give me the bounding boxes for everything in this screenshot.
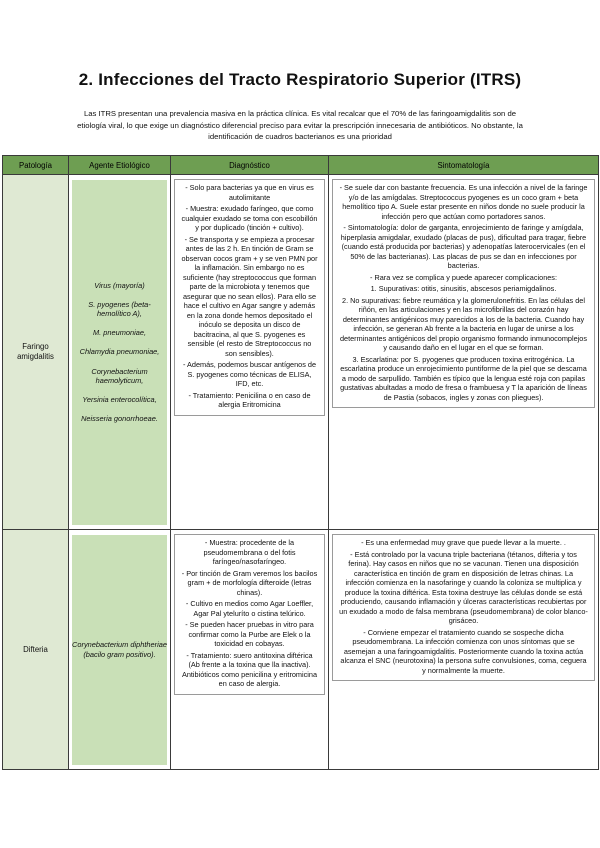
page-title: 2. Infecciones del Tracto Respiratorio Superior (ITRS) bbox=[78, 70, 522, 89]
diagnosis-item: - Muestra: procedente de la pseudomembrana o del fotis faríngeo/nasofaríngeo. bbox=[203, 538, 296, 566]
symptom-item: - Sintomatología: dolor de garganta, enrojecimiento de faringe y amígdala, hiperplasia amigdalar, exudado (placas de pus), dificultad para tragar, fiebre (cuando está producida por bacterias) y adenopatías laterocervicales (en el 50% de las bacterianas). Las placas de pus se dan en infecciones por bacterias. bbox=[340, 223, 587, 270]
diagnosis-item: - Muestra: exudado faríngeo, que como cualquier exudado se toma con escobillón y por duplicado (tinción + cultivo). bbox=[181, 204, 318, 232]
agent-list bbox=[72, 535, 167, 765]
symptom-item: 3. Escarlatina: por S. pyogenes que producen toxina eritrogénica. La escarlatina produce un enrojecimiento puntiforme de la piel que se descama a modo de sarpullido. También es típico que la lengua esté roja con papilas gustativas abultadas a modo de fresa o frambuesa y T la aparición de líneas de Pastia (sobacos, ingles y zonas con pliegues). bbox=[340, 354, 587, 402]
agent-item: Corynebacterium haemolyticum, bbox=[91, 366, 148, 385]
symptom-item: 2. No supurativas: fiebre reumática y la glomerulonefritis. En las células del riñón, en las articulaciones y en las microfibrillas del corazón hay determinantes antigénicos muy parecidos a los de la bacteria. Cuando hay infección, se generan Ab frente a la bacteria en lugar de unirse a los determinantes antigénicos del propio organismo formando inmunocomplejos y causando daño en el lugar en el que se forman. bbox=[339, 295, 588, 352]
intro-paragraph: Las ITRS presentan una prevalencia masiva en la práctica clínica. Es vital recalcar que el 70% de las faringoamigdalitis son de etiología viral, lo que exige un diagnóstico diferencial preciso para evitar la prescripción innecesaria de antibióticos. No obstante, la identificación de cuadros bacterianos es una prioridad bbox=[77, 109, 523, 141]
symptom-item: 1. Supurativas: otitis, sinusitis, abscesos periamigdalinos. bbox=[370, 284, 557, 293]
header-agente: Agente Etiológico bbox=[69, 156, 171, 175]
symptom-item: - Conviene empezar el tratamiento cuando se sospeche dicha pseudomembrana. La infección comienza con unos síntomas que se asemejan a una faringoamigdalitis. Posteriormente cuando la toxina actúa alcanza el SNC (neurotoxina) la persona sufre convulsiones, coma, ceguera y normalmente la muerte. bbox=[340, 627, 587, 675]
header-diagnostico: Diagnóstico bbox=[171, 156, 329, 175]
diagnosis-item: - Cultivo en medios como Agar Loeffler, Agar Pal yteluríto o cistina telúrico. bbox=[185, 599, 314, 618]
header-patologia: Patología bbox=[3, 156, 69, 175]
agent-item: Corynebacterium diphtheriae (bacilo gram positivo). bbox=[72, 640, 167, 659]
diagnosis-item: - Tratamiento: Penicilina o en caso de alergia Eritromicina bbox=[188, 390, 311, 409]
diagnosis-item: - Por tinción de Gram veremos los bacilos gram + de morfología difteroide (letras chinas). bbox=[181, 568, 318, 597]
agent-item: Yersinia enterocolítica, bbox=[82, 395, 157, 404]
agent-item: S. pyogenes (beta-hemolítico A), bbox=[88, 299, 151, 318]
diagnosis-item: - Se pueden hacer pruebas in vitro para confirmar como la Purbe are Elek o la toxicidad en cobayas. bbox=[185, 620, 314, 648]
diagnosis-box bbox=[174, 534, 325, 695]
table-row bbox=[3, 530, 599, 770]
diagnosis-box bbox=[174, 179, 325, 416]
symptom-item: - Está controlado por la vacuna triple bacteriana (tétanos, difteria y tos ferina). Hay casos en niños que no se vacunan. Tienen una disposición característica en tinción de gram en disposición de letras chinas. La infección comienza en la nasofaringe y cuando la coloniza se multiplica y produce la toxina diftérica. Esta toxina destruye las células donde se está produciendo, causando inflamación y úlceras características recubiertas por un exudado a modo de falsa membrana (pseudomembrana) de color blanco-grisáceo. bbox=[339, 549, 588, 625]
diagnosis-item: - Se transporta y se empieza a procesar antes de las 2 h. En tinción de Gram se observan cocos gram + y se ven PMN por la inflamación. Sin embargo no es suficiente (hay streptococcus que forman parte de la microbiota y tenemos que asegurar que no sean ellos). Para ello se hace el cultivo en Agar sangre y además en la zona donde hemos depositado el inóculo se deposita un disco de bacitracina, al que S. pyogenes es sensible (el resto de Streptococcus no son sensibles). bbox=[181, 234, 318, 358]
diagnosis-item: - Además, podemos buscar antígenos de S. pyogenes como técnicas de ELISA, IFD, etc. bbox=[182, 360, 317, 388]
symptom-item: - Es una enfermedad muy grave que puede llevar a la muerte. . bbox=[361, 538, 566, 547]
header-sintomatologia: Sintomatología bbox=[329, 156, 599, 175]
diagnosis-item: - Tratamiento: suero antitoxina diftérica (Ab frente a la toxina que lla inactiva). Antibióticos como penicilina y eritromicina en caso de alergia. bbox=[181, 650, 318, 688]
agent-item: M. pneumoniae, bbox=[93, 328, 146, 338]
agent-item: Virus (mayoría) bbox=[94, 280, 145, 290]
symptom-item: - Se suele dar con bastante frecuencia. Es una infección a nivel de la faringe y/o de las amígdalas. Streptococcus pyogenes es un coco gram + beta hemolítico tipo A. Suele estar presente en niños donde no suele producir la infección pero que actúan como portadores sanos. bbox=[339, 183, 588, 221]
itrs-table bbox=[2, 155, 599, 770]
agent-item: Chlamydia pneumoniae, bbox=[79, 347, 160, 357]
table-header-row bbox=[3, 156, 599, 175]
agent-list bbox=[72, 180, 167, 525]
symptom-item: - Rara vez se complica y puede aparecer complicaciones: bbox=[370, 272, 557, 282]
symptoms-box bbox=[332, 179, 595, 408]
symptoms-box bbox=[332, 534, 595, 681]
pathology-cell: Faringo amigdalitis bbox=[3, 175, 69, 530]
table-row bbox=[3, 175, 599, 530]
agent-item: Neisseria gonorrhoeae. bbox=[81, 414, 158, 424]
diagnosis-item: - Solo para bacterias ya que en virus es autolimitante bbox=[185, 183, 314, 202]
pathology-cell: Difteria bbox=[3, 530, 69, 770]
